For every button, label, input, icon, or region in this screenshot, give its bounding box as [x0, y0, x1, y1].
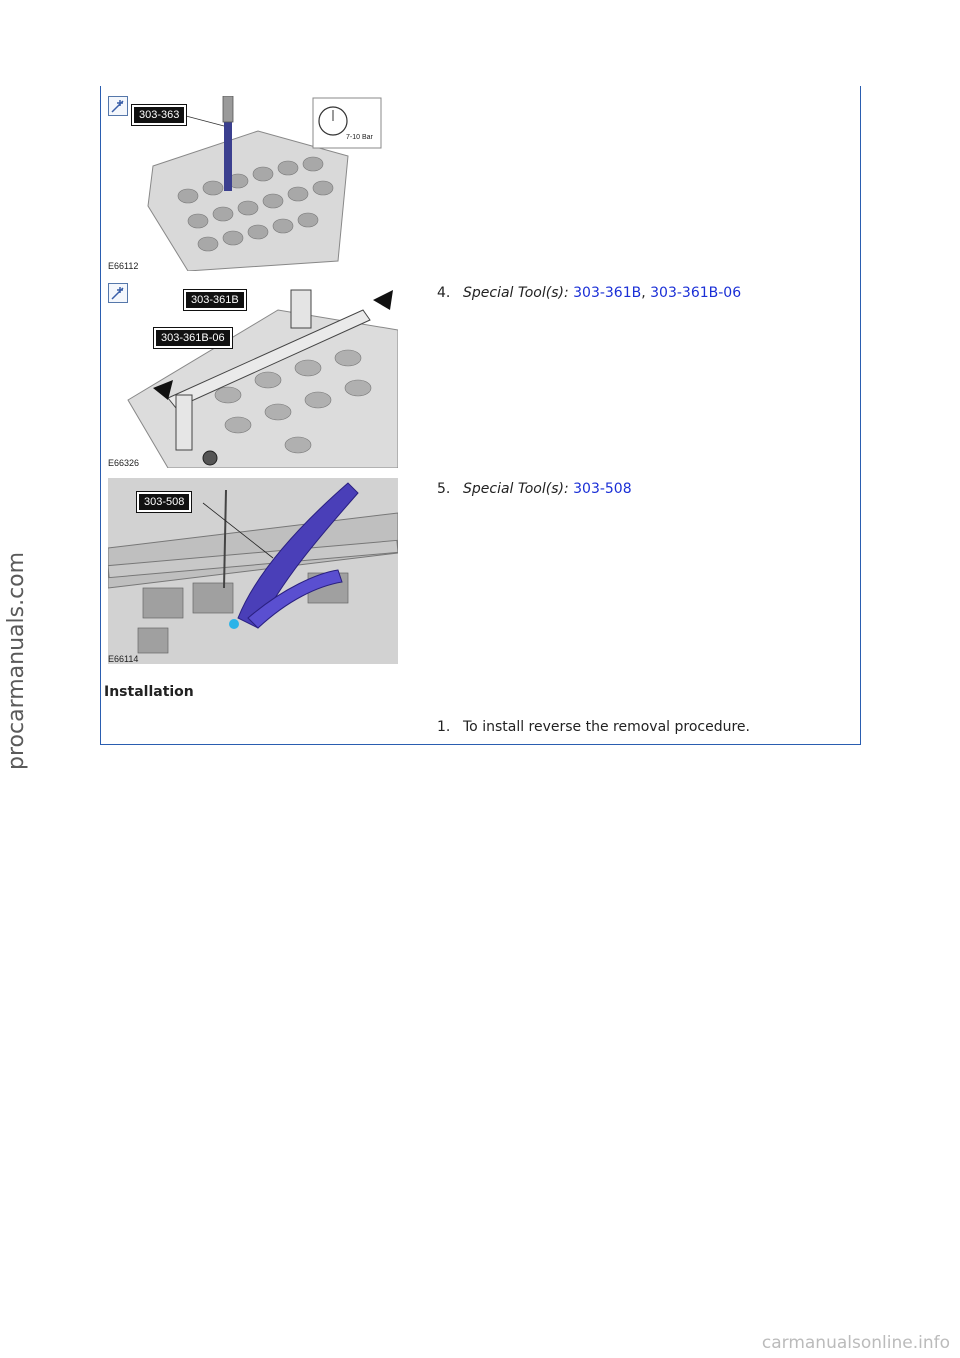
gauge-label: 7-10 Bar: [346, 134, 373, 141]
step-number: 5.: [437, 481, 451, 497]
installation-heading: Installation: [104, 684, 194, 700]
callout-303-363: 303-363: [132, 105, 186, 125]
tool-separator: ,: [641, 285, 646, 301]
step-label: Special Tool(s):: [463, 285, 569, 301]
step-text: To install reverse the removal procedure.: [463, 719, 750, 735]
tool-link-303-361b-06[interactable]: 303-361B-06: [650, 285, 742, 301]
figure-id: E66114: [108, 654, 139, 664]
step-4: [437, 285, 741, 301]
tool-link-303-361b[interactable]: 303-361B: [573, 285, 642, 301]
callout-303-361b: 303-361B: [184, 290, 246, 310]
step-5: [437, 481, 632, 497]
tool-link-303-508[interactable]: 303-508: [573, 481, 632, 497]
side-watermark: procarmanuals.com: [4, 551, 29, 770]
bottom-watermark: carmanualsonline.info: [761, 1333, 950, 1353]
figure-id: E66112: [108, 261, 139, 271]
callout-303-361b-06: 303-361B-06: [154, 328, 232, 348]
figure-e66326: [108, 280, 398, 468]
step-number: 4.: [437, 285, 451, 301]
callout-303-508: 303-508: [137, 492, 191, 512]
figure-id: E66326: [108, 458, 140, 468]
step-number: 1.: [437, 719, 451, 735]
installation-step-1: [437, 719, 750, 735]
step-label: Special Tool(s):: [463, 481, 569, 497]
